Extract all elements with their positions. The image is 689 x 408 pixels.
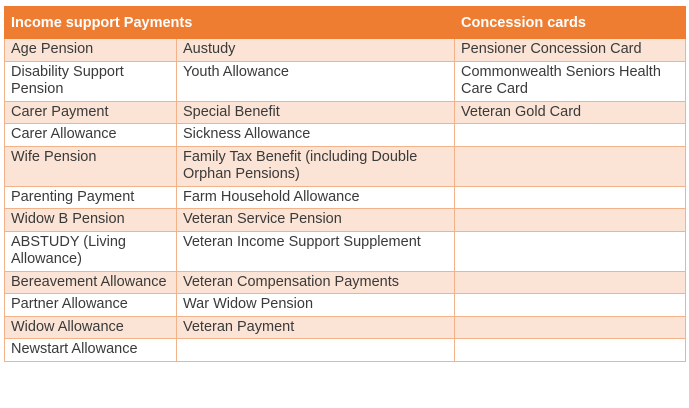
table-cell: Age Pension bbox=[5, 39, 177, 62]
table-cell: Newstart Allowance bbox=[5, 339, 177, 362]
table-row bbox=[5, 316, 686, 339]
header-concession-cards: Concession cards bbox=[455, 7, 686, 39]
header-income-support: Income support Payments bbox=[5, 7, 455, 39]
table-row bbox=[5, 146, 686, 186]
table-cell: Veteran Compensation Payments bbox=[177, 271, 455, 294]
table-cell bbox=[177, 339, 455, 362]
payments-table-container bbox=[4, 6, 685, 362]
table-row bbox=[5, 39, 686, 62]
table-cell: Widow B Pension bbox=[5, 209, 177, 232]
table-cell bbox=[455, 146, 686, 186]
table-cell: Veteran Payment bbox=[177, 316, 455, 339]
table-cell: Family Tax Benefit (including Double Orphan Pensions) bbox=[177, 146, 455, 186]
table-row bbox=[5, 101, 686, 124]
table-cell: Partner Allowance bbox=[5, 294, 177, 317]
table-row bbox=[5, 209, 686, 232]
table-cell: Youth Allowance bbox=[177, 61, 455, 101]
table-cell: Commonwealth Seniors Health Care Card bbox=[455, 61, 686, 101]
table-row bbox=[5, 339, 686, 362]
table-row bbox=[5, 61, 686, 101]
table-cell: Veteran Gold Card bbox=[455, 101, 686, 124]
table-cell: Farm Household Allowance bbox=[177, 186, 455, 209]
table-cell: Disability Support Pension bbox=[5, 61, 177, 101]
table-cell: Carer Payment bbox=[5, 101, 177, 124]
table-cell: Parenting Payment bbox=[5, 186, 177, 209]
table-row bbox=[5, 124, 686, 147]
table-row bbox=[5, 294, 686, 317]
table-cell bbox=[455, 271, 686, 294]
table-cell: Carer Allowance bbox=[5, 124, 177, 147]
table-cell: ABSTUDY (Living Allowance) bbox=[5, 231, 177, 271]
table-cell: Austudy bbox=[177, 39, 455, 62]
table-cell bbox=[455, 316, 686, 339]
header-row bbox=[5, 7, 686, 39]
table-cell bbox=[455, 209, 686, 232]
table-cell: Sickness Allowance bbox=[177, 124, 455, 147]
payments-table bbox=[4, 6, 686, 362]
table-cell: Pensioner Concession Card bbox=[455, 39, 686, 62]
table-cell: Veteran Service Pension bbox=[177, 209, 455, 232]
table-row bbox=[5, 271, 686, 294]
table-cell bbox=[455, 339, 686, 362]
table-row bbox=[5, 231, 686, 271]
table-cell bbox=[455, 124, 686, 147]
table-cell: War Widow Pension bbox=[177, 294, 455, 317]
table-cell: Wife Pension bbox=[5, 146, 177, 186]
table-row bbox=[5, 186, 686, 209]
table-cell bbox=[455, 186, 686, 209]
table-cell bbox=[455, 294, 686, 317]
table-cell bbox=[455, 231, 686, 271]
table-cell: Special Benefit bbox=[177, 101, 455, 124]
table-cell: Bereavement Allowance bbox=[5, 271, 177, 294]
table-cell: Veteran Income Support Supplement bbox=[177, 231, 455, 271]
table-cell: Widow Allowance bbox=[5, 316, 177, 339]
